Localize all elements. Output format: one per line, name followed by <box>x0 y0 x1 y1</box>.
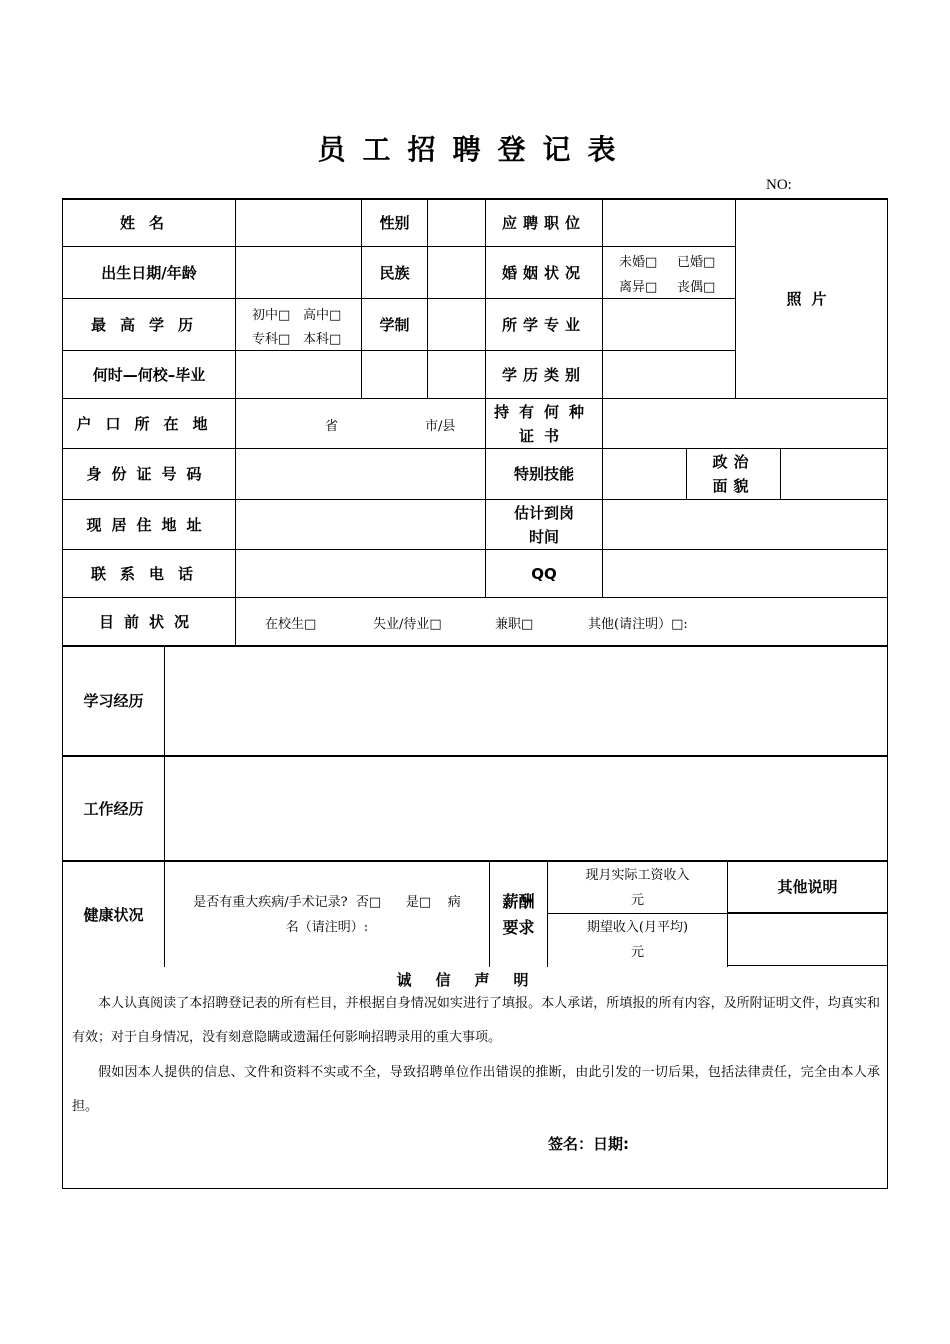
graduation-label: 何时—何校–毕业 <box>92 365 206 384</box>
education-label: 最高学历 <box>90 315 207 334</box>
major-field[interactable] <box>603 299 735 350</box>
expected-salary-unit: 元 <box>630 944 644 960</box>
position-label: 应聘职位 <box>501 213 586 232</box>
salary-label-line2: 要求 <box>502 917 535 937</box>
ethnicity-label: 民族 <box>379 263 410 282</box>
current-salary-label: 现月实际工资收入 <box>585 867 690 883</box>
work-history-label: 工作经历 <box>83 799 144 818</box>
other-notes-field[interactable] <box>728 914 887 965</box>
marital-option-divorced[interactable]: 离异□ <box>619 280 658 295</box>
status-label: 目前状况 <box>98 612 199 631</box>
status-option-other[interactable]: 其他(请注明）□: <box>588 617 688 632</box>
other-notes-label: 其他说明 <box>777 878 838 896</box>
status-option-student[interactable]: 在校生□ <box>265 617 317 632</box>
phone-field[interactable] <box>236 550 485 597</box>
political-label-line1: 政治 <box>712 453 755 471</box>
hukou-label: 户口所在地 <box>76 414 222 433</box>
photo-box[interactable]: 照片 <box>786 289 837 308</box>
marital-label: 婚姻状况 <box>501 263 586 282</box>
status-option-unemployed[interactable]: 失业/待业□ <box>373 617 442 632</box>
gender-label: 性别 <box>379 213 410 232</box>
certificate-label <box>486 399 602 448</box>
edu-option-senior-high[interactable]: 高中□ <box>303 308 342 323</box>
special-skills-field[interactable] <box>603 449 686 499</box>
work-history-field[interactable] <box>165 757 887 860</box>
salary-label <box>490 862 547 967</box>
hukou-province-label: 省 <box>325 419 339 434</box>
health-question[interactable] <box>172 862 482 967</box>
graduation-field[interactable] <box>236 351 485 398</box>
political-label-line2: 面貌 <box>712 477 755 495</box>
declaration-paragraph-1: 本人认真阅读了本招聘登记表的所有栏目，并根据自身情况如实进行了填报。本人承诺，所填报的所有内容，及所附证明文件，均真实和有效；对于自身情况，没有刻意隐瞒或遗漏任何影响招聘录用的重大事项。 <box>72 996 880 1045</box>
expected-salary-label: 期望收入(月平均) <box>586 919 689 935</box>
birth-age-label: 出生日期/年龄 <box>101 263 197 282</box>
study-history-field[interactable] <box>165 647 887 755</box>
marital-option-married[interactable]: 已婚□ <box>677 255 716 270</box>
schooling-system-label: 学制 <box>379 315 410 334</box>
political-field[interactable] <box>781 449 887 499</box>
address-label: 现居住地址 <box>86 515 212 534</box>
current-salary-field[interactable] <box>548 862 727 913</box>
signature-date-label[interactable]: 签名：日期: <box>548 1135 629 1153</box>
education-type-label: 学历类别 <box>501 365 586 384</box>
edu-option-college[interactable]: 专科□ <box>252 332 291 347</box>
name-label: 姓名 <box>119 213 178 232</box>
expected-salary-field[interactable] <box>548 914 727 965</box>
certificate-label-line1: 持有何种 <box>493 402 594 421</box>
certificate-field[interactable] <box>603 399 887 448</box>
certificate-label-line2: 证书 <box>518 426 569 445</box>
political-label <box>687 449 780 499</box>
id-number-field[interactable] <box>236 449 485 499</box>
declaration-title: 诚信声明 <box>396 971 553 989</box>
qq-field[interactable] <box>603 550 887 597</box>
study-history-label: 学习经历 <box>83 692 144 710</box>
arrival-time-label-line1: 估计到岗 <box>513 503 574 522</box>
health-question-line1: 是否有重大疾病/手术记录? 否□ 是□ 病 <box>193 894 461 910</box>
marital-option-widowed[interactable]: 丧偶□ <box>677 280 716 295</box>
schooling-system-field[interactable] <box>428 299 485 350</box>
form-title: 员工招聘登记表 <box>317 133 633 166</box>
major-label: 所学专业 <box>501 315 586 334</box>
declaration-paragraph-2: 假如因本人提供的信息、文件和资料不实或不全，导致招聘单位作出错误的推断，由此引发的一切后果，包括法律责任，完全由本人承担。 <box>72 1065 880 1114</box>
health-label: 健康状况 <box>83 905 144 924</box>
arrival-time-label-line2: 时间 <box>528 527 559 546</box>
form-number-label: NO: <box>766 177 792 193</box>
gender-field[interactable] <box>428 199 485 246</box>
edu-option-junior-high[interactable]: 初中□ <box>252 308 291 323</box>
health-question-line2: 名（请注明）: <box>285 919 369 935</box>
education-type-field[interactable] <box>603 351 735 398</box>
current-salary-unit: 元 <box>630 892 644 908</box>
hukou-city-label: 市/县 <box>425 419 456 434</box>
status-option-part-time[interactable]: 兼职□ <box>495 617 534 632</box>
id-number-label: 身份证号码 <box>86 465 212 483</box>
marital-option-unmarried[interactable]: 未婚□ <box>619 255 658 270</box>
arrival-time-field[interactable] <box>603 500 887 549</box>
birth-age-field[interactable] <box>236 247 361 298</box>
qq-label: QQ <box>531 564 557 583</box>
position-field[interactable] <box>603 199 735 246</box>
special-skills-label: 特别技能 <box>513 465 574 483</box>
salary-label-line1: 薪酬 <box>502 891 535 911</box>
address-field[interactable] <box>236 500 485 549</box>
ethnicity-field[interactable] <box>428 247 485 298</box>
name-field[interactable] <box>236 199 361 246</box>
edu-option-bachelor[interactable]: 本科□ <box>303 332 342 347</box>
arrival-time-label <box>486 500 602 549</box>
phone-label: 联系电话 <box>90 564 207 583</box>
